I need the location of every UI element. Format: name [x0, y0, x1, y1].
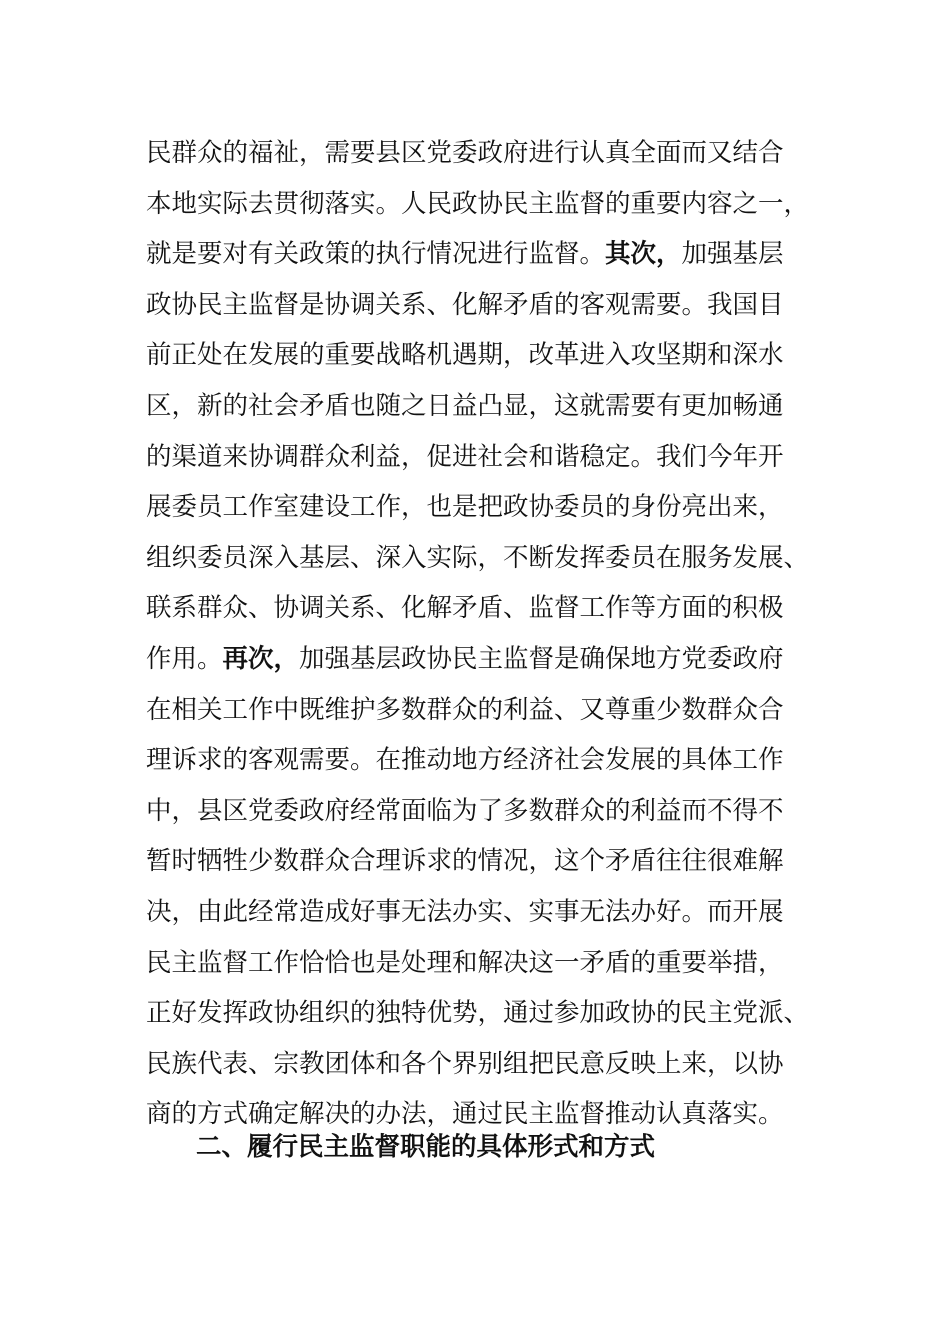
text-run: 作用。 — [146, 643, 223, 674]
text-line: 展委员工作室建设工作，也是把政协委员的身份亮出来， — [146, 492, 784, 523]
text-line: 联系群众、协调关系、化解矛盾、监督工作等方面的积极 — [146, 593, 784, 624]
text-line: 组织委员深入基层、深入实际，不断发挥委员在服务发展、 — [146, 542, 810, 573]
text-line: 商的方式确定解决的办法，通过民主监督推动认真落实。 — [146, 1099, 784, 1130]
text-run: 加强基层政协民主监督是确保地方党委政府 — [299, 643, 784, 674]
text-line: 区，新的社会矛盾也随之日益凸显，这就需要有更加畅通 — [146, 390, 784, 421]
text-line: 的渠道来协调群众利益，促进社会和谐稳定。我们今年开 — [146, 441, 784, 472]
text-line: 中，县区党委政府经常面临为了多数群众的利益而不得不 — [146, 795, 784, 826]
text-line: 暂时牺牲少数群众合理诉求的情况，这个矛盾往往很难解 — [146, 846, 784, 877]
text-line: 理诉求的客观需要。在推动地方经济社会发展的具体工作 — [146, 745, 784, 776]
text-line: 决，由此经常造成好事无法办实、实事无法办好。而开展 — [146, 896, 784, 927]
section-heading: 二、履行民主监督职能的具体形式和方式 — [196, 1132, 656, 1162]
bold-keyword: 其次， — [605, 239, 682, 270]
text-line: 民群众的福祉，需要县区党委政府进行认真全面而又结合 — [146, 138, 784, 168]
text-line: 正好发挥政协组织的独特优势，通过参加政协的民主党派、 — [146, 998, 810, 1029]
text-line: 在相关工作中既维护多数群众的利益、又尊重少数群众合 — [146, 694, 784, 725]
text-line: 民族代表、宗教团体和各个界别组把民意反映上来，以协 — [146, 1048, 784, 1079]
bold-keyword: 再次， — [222, 643, 300, 674]
text-line: 政协民主监督是协调关系、化解矛盾的客观需要。我国目 — [146, 289, 784, 320]
text-run: 加强基层 — [681, 239, 784, 270]
text-line: 民主监督工作恰恰也是处理和解决这一矛盾的重要举措， — [146, 947, 784, 978]
body-paragraph — [146, 128, 826, 1140]
text-run: 就是要对有关政策的执行情况进行监督。 — [146, 239, 606, 270]
text-line — [146, 634, 826, 685]
text-line — [146, 229, 826, 280]
text-line: 本地实际去贯彻落实。人民政协民主监督的重要内容之一， — [146, 188, 810, 219]
text-line: 前正处在发展的重要战略机遇期，改革进入攻坚期和深水 — [146, 340, 784, 371]
